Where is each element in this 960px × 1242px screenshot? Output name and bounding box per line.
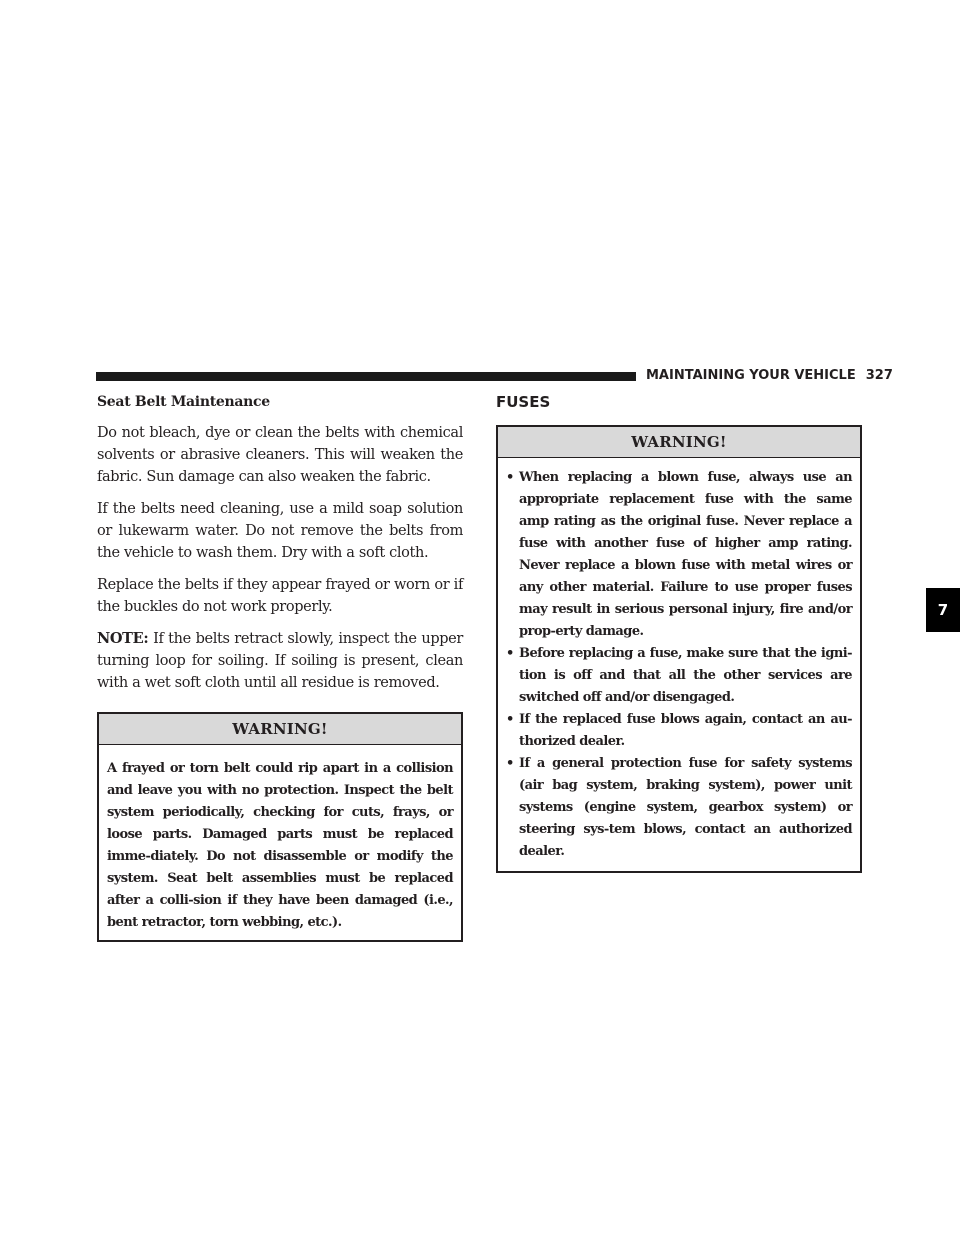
running-header — [646, 368, 893, 383]
page-number: 327 — [865, 368, 893, 383]
header-rule — [96, 372, 636, 381]
warning-item: • If a general protection fuse for safety systems (air bag system, braking system), power unit systems (engine system, gearbox system) or steering sys-tem blows, contact an authorized dealer. — [506, 753, 852, 863]
fuses-heading: FUSES — [496, 393, 551, 411]
seat-belt-maintenance-heading: Seat Belt Maintenance — [97, 394, 270, 410]
note-text: If the belts retract slowly, inspect the upper turning loop for soiling. If soiling is present, clean with a wet soft cloth until all residue is removed. — [97, 631, 463, 691]
warning-list — [506, 467, 852, 863]
fuses-warning-box — [496, 425, 862, 873]
left-column — [97, 394, 463, 942]
paragraph: Do not bleach, dye or clean the belts with chemical solvents or abrasive cleaners. This will weaken the fabric. Sun damage can also weaken the fabric. — [97, 425, 463, 485]
warning-title: WARNING! — [498, 427, 860, 458]
warning-body — [498, 458, 860, 871]
chapter-tab: 7 — [926, 588, 960, 632]
right-column — [496, 394, 862, 873]
paragraph: If the belts need cleaning, use a mild soap solution or lukewarm water. Do not remove the belts from the vehicle to wash them. Dry with a soft cloth. — [97, 501, 463, 561]
warning-text: A frayed or torn belt could rip apart in a collision and leave you with no protection. Inspect the belt system periodically, checking for cuts, frays, or loose parts. Damaged parts must be replaced imme-diately. Do not disassemble or modify the system. Seat belt assemblies must be replaced after a colli-sion if they have been damaged (i.e., bent retractor, torn webbing, etc.). — [107, 761, 453, 930]
warning-item: • If the replaced fuse blows again, contact an au-thorized dealer. — [506, 709, 852, 753]
paragraph: Replace the belts if they appear frayed or worn or if the buckles do not work properly. — [97, 577, 463, 615]
note-label: NOTE: — [97, 630, 149, 647]
warning-title: WARNING! — [99, 714, 461, 745]
header-section-title: MAINTAINING YOUR VEHICLE — [646, 368, 856, 383]
note-paragraph — [97, 628, 463, 694]
warning-item: • Before replacing a fuse, make sure that the igni-tion is off and that all the other services are switched off and/or disengaged. — [506, 643, 852, 709]
warning-item: • When replacing a blown fuse, always use an appropriate replacement fuse with the same amp rating as the original fuse. Never replace a fuse with another fuse of higher amp rating. Never replace a blown fuse with metal wires or any other material. Failure to use proper fuses may result in serious personal injury, fire and/or prop-erty damage. — [506, 467, 852, 643]
seat-belt-warning-box — [97, 712, 463, 942]
